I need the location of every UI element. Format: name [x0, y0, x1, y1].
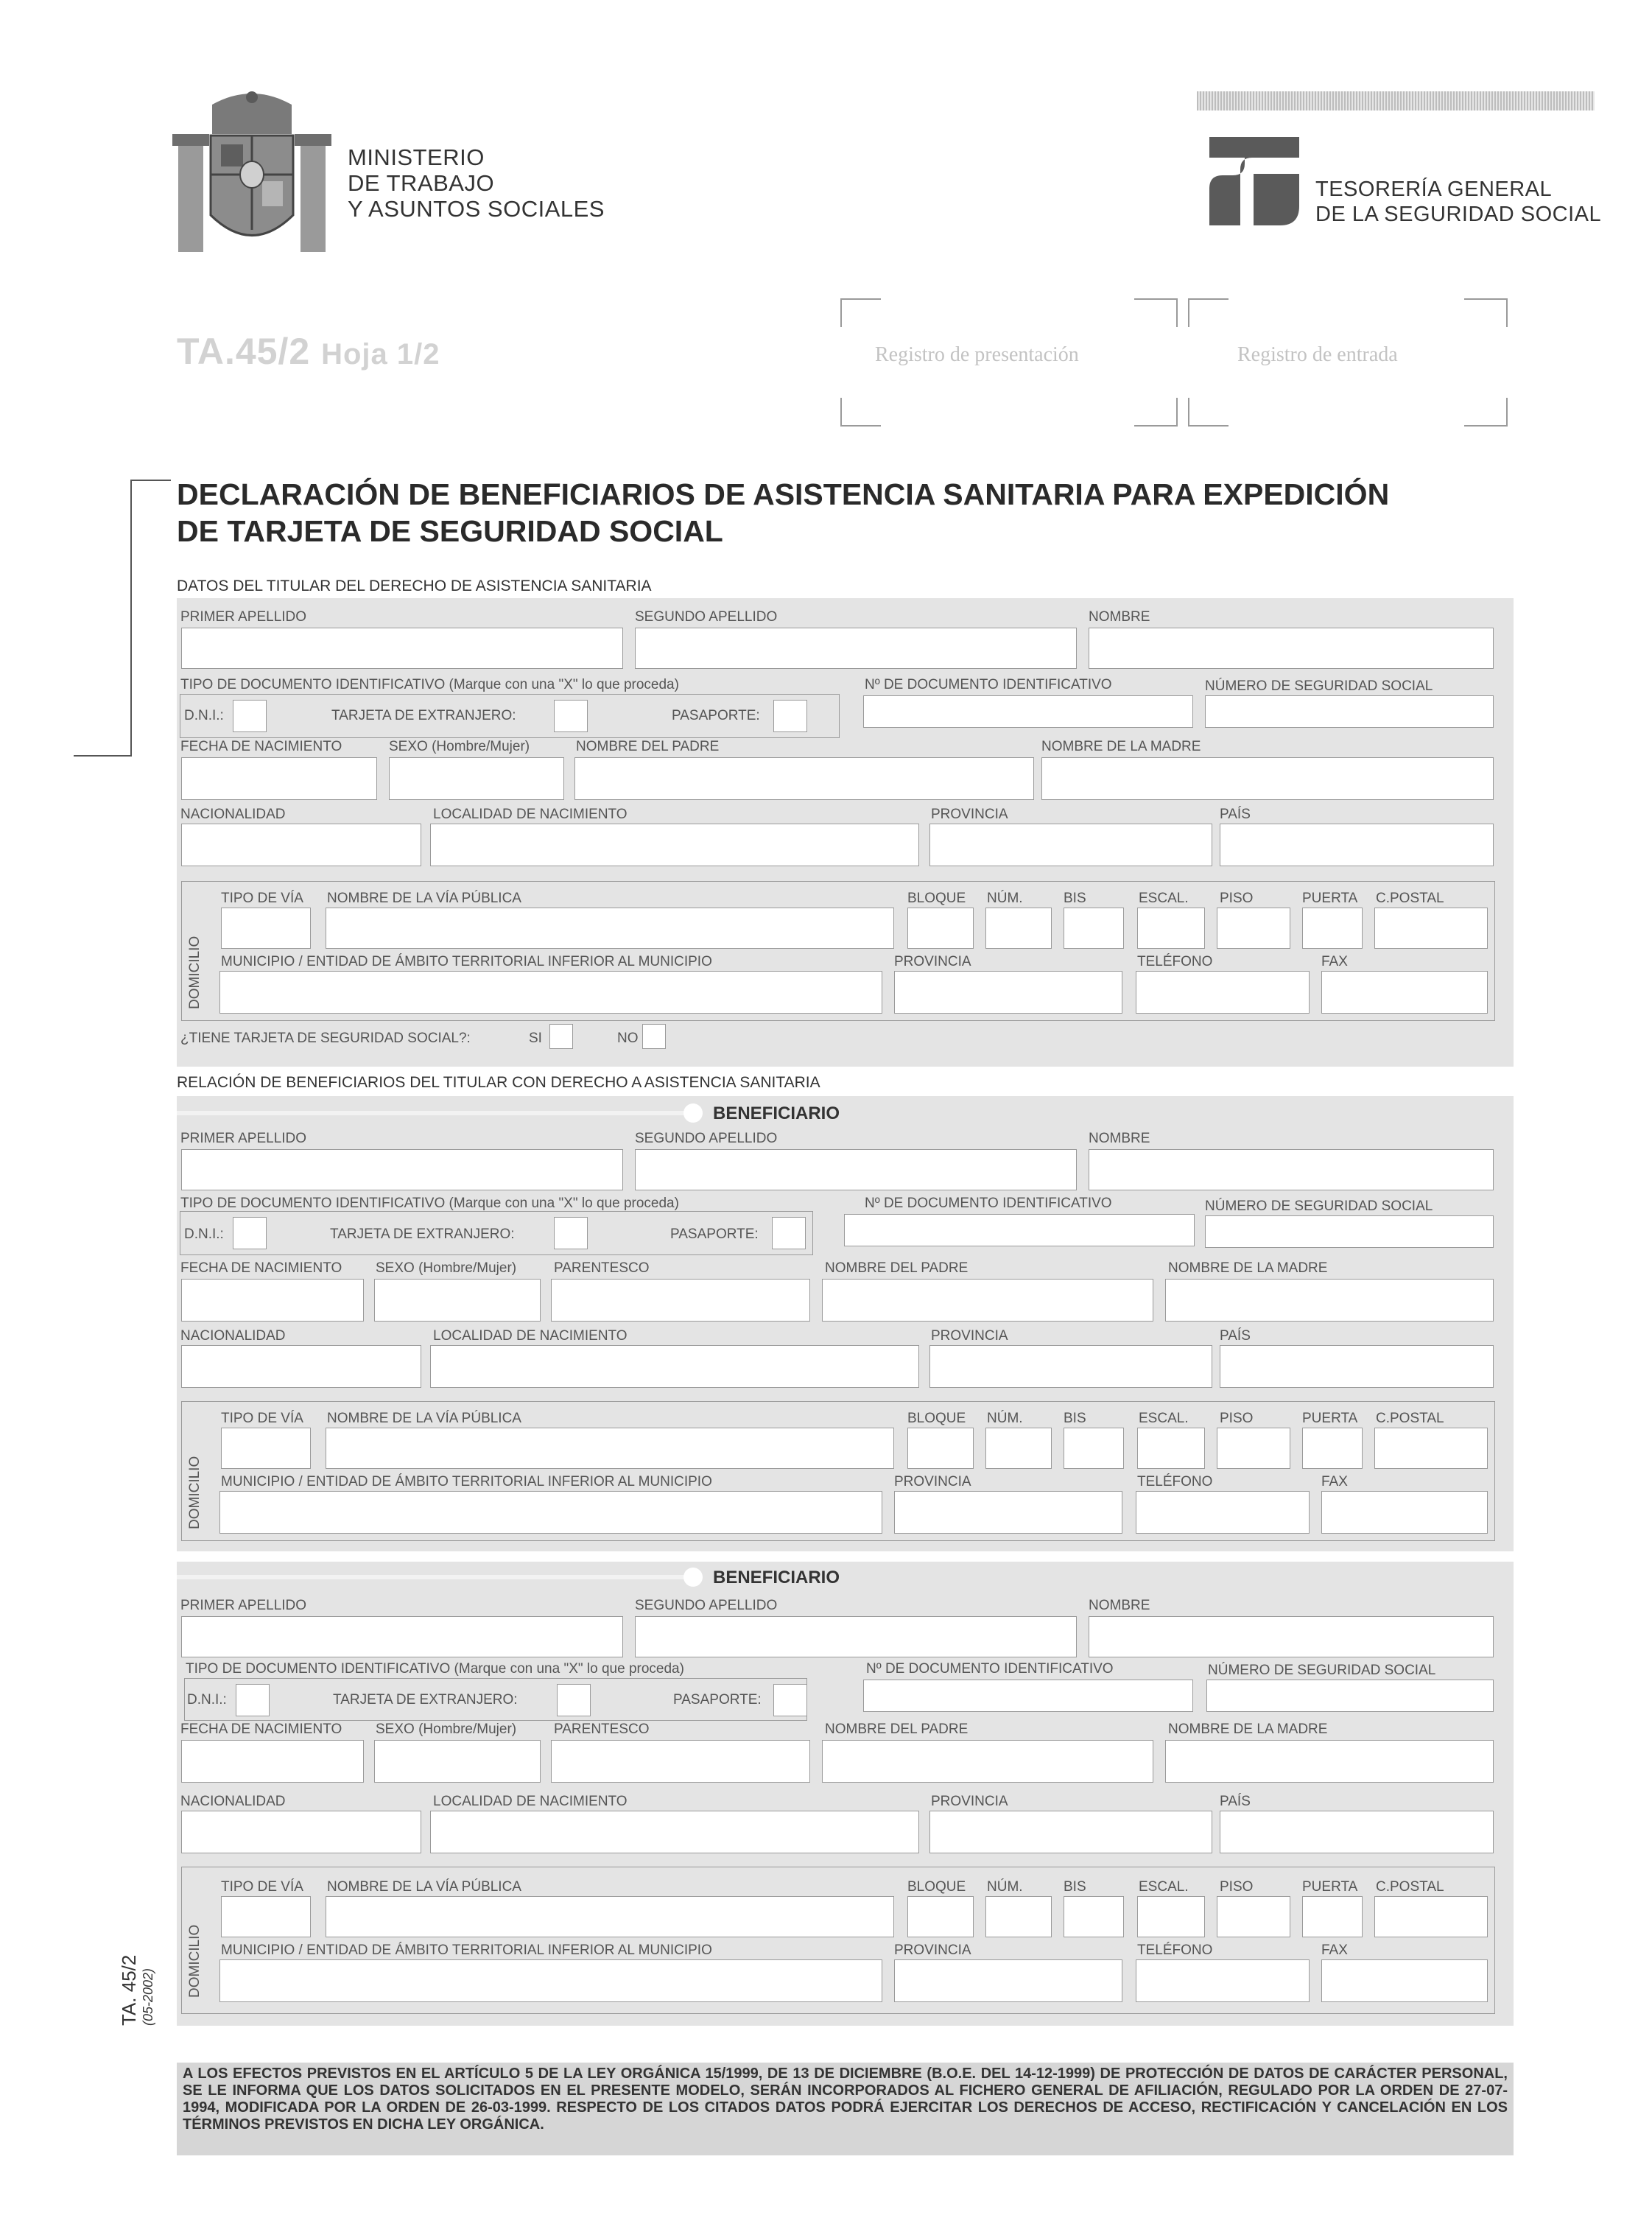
b2-label-nacionalidad: NACIONALIDAD: [180, 1794, 286, 1809]
label-num-seguridad-social: NÚMERO DE SEGURIDAD SOCIAL: [1205, 678, 1433, 694]
b2-label-nombre-padre: NOMBRE DEL PADRE: [825, 1722, 969, 1737]
label-nacionalidad: NACIONALIDAD: [180, 807, 286, 822]
b1-label-provincia: PROVINCIA: [931, 1328, 1008, 1344]
b1-label-bis: BIS: [1064, 1411, 1086, 1426]
form-title-line-2: DE TARJETA DE SEGURIDAD SOCIAL: [177, 514, 723, 548]
b1-provincia-input[interactable]: [929, 1345, 1212, 1388]
label-tarjeta-extranjero: TARJETA DE EXTRANJERO:: [331, 708, 516, 723]
titular-puerta-input[interactable]: [1302, 908, 1363, 949]
b2-pais-input[interactable]: [1220, 1811, 1494, 1853]
titular-municipio-input[interactable]: [219, 971, 882, 1014]
b1-primer-apellido-input[interactable]: [181, 1149, 623, 1190]
b2-nacionalidad-input[interactable]: [181, 1811, 421, 1853]
titular-localidad-nacimiento-input[interactable]: [430, 824, 919, 866]
label-localidad-nacimiento: LOCALIDAD DE NACIMIENTO: [433, 807, 628, 822]
b1-label-segundo-apellido: SEGUNDO APELLIDO: [635, 1131, 778, 1146]
titular-escal-input[interactable]: [1137, 908, 1205, 949]
b1-label-tipo-documento: TIPO DE DOCUMENTO IDENTIFICATIVO (Marque con una "X" lo que proceda): [180, 1196, 679, 1211]
label-si: SI: [529, 1031, 542, 1046]
ministry-line-2: DE TRABAJO: [348, 170, 495, 196]
b2-provincia-input[interactable]: [929, 1811, 1212, 1853]
label-piso: PISO: [1220, 891, 1254, 906]
titular-nombre-madre-input[interactable]: [1041, 757, 1494, 800]
titular-pais-input[interactable]: [1220, 824, 1494, 866]
titular-sexo-input[interactable]: [389, 757, 564, 800]
b2-nombre-input[interactable]: [1089, 1616, 1494, 1657]
b1-escal-input[interactable]: [1137, 1428, 1205, 1469]
b1-label-pasaporte: PASAPORTE:: [670, 1226, 759, 1242]
b2-pasaporte-checkbox[interactable]: [773, 1684, 807, 1716]
tiene-tarjeta-si-checkbox[interactable]: [549, 1024, 573, 1049]
titular-heading: DATOS DEL TITULAR DEL DERECHO DE ASISTENCIA SANITARIA: [177, 578, 652, 594]
titular-nombre-via-input[interactable]: [326, 908, 894, 949]
b2-nombre-padre-input[interactable]: [822, 1740, 1153, 1783]
b2-label-nombre-madre: NOMBRE DE LA MADRE: [1168, 1722, 1328, 1737]
b1-nombre-padre-input[interactable]: [822, 1279, 1153, 1322]
b2-label-parentesco: PARENTESCO: [554, 1722, 650, 1737]
beneficiario-1-line: [177, 1111, 692, 1115]
tgss-logo: [1208, 137, 1299, 225]
titular-segundo-apellido-input[interactable]: [635, 628, 1077, 669]
b2-bloque-input[interactable]: [907, 1896, 974, 1937]
b2-label-nombre-via: NOMBRE DE LA VÍA PÚBLICA: [327, 1879, 521, 1895]
form-title: [177, 476, 1389, 550]
legal-notice: A LOS EFECTOS PREVISTOS EN EL ARTÍCULO 5 DE LA LEY ORGÁNICA 15/1999, DE 13 DE DICIEMBRE (B.O.E. DEL 14-12-1999) DE PROTECCIÓN DE DATOS DE CARÁCTER PERSONAL, SE LE INFORMA QUE LOS DATOS SOLICITADOS EN EL PRESENTE MODELO, SERÁN INCORPORADOS AL FICHERO GENERAL DE AFILIACIÓN, REGULADO POR LA ORDEN DE 27-07-1994, MODIFICADA POR LA ORDEN DE 26-03-1999. RESPECTO DE LOS CITADOS DATOS PODRÁ EJERCITAR LOS DERECHOS DE ACCESO, RECTIFICACIÓN Y CANCELACIÓN EN LOS TÉRMINOS PREVISTOS EN DICHA LEY ORGÁNICA.: [177, 2063, 1514, 2155]
titular-piso-input[interactable]: [1217, 908, 1290, 949]
b2-escal-input[interactable]: [1137, 1896, 1205, 1937]
b2-label-bis: BIS: [1064, 1879, 1086, 1895]
titular-fecha-nacimiento-input[interactable]: [181, 757, 377, 800]
titular-domicilio-label: DOMICILIO: [187, 936, 203, 1009]
b1-label-nombre-via: NOMBRE DE LA VÍA PÚBLICA: [327, 1411, 521, 1426]
b2-label-piso: PISO: [1220, 1879, 1254, 1895]
form-code-number: TA.45/2: [177, 331, 311, 372]
titular-primer-apellido-input[interactable]: [181, 628, 623, 669]
b2-fax-input[interactable]: [1321, 1959, 1488, 2002]
label-num-documento: Nº DE DOCUMENTO IDENTIFICATIVO: [865, 677, 1112, 692]
b1-fax-input[interactable]: [1321, 1491, 1488, 1534]
beneficiarios-heading: RELACIÓN DE BENEFICIARIOS DEL TITULAR CON DERECHO A ASISTENCIA SANITARIA: [177, 1074, 820, 1091]
b1-label-num-seguridad-social: NÚMERO DE SEGURIDAD SOCIAL: [1205, 1199, 1433, 1214]
beneficiario-1-dot-icon: [683, 1103, 703, 1123]
b1-label-nacionalidad: NACIONALIDAD: [180, 1328, 286, 1344]
b1-nombre-madre-input[interactable]: [1165, 1279, 1494, 1322]
b2-piso-input[interactable]: [1217, 1896, 1290, 1937]
beneficiario-2-dot-icon: [683, 1568, 703, 1587]
b2-tarjeta-extranjero-checkbox[interactable]: [557, 1684, 591, 1716]
b2-label-puerta: PUERTA: [1302, 1879, 1358, 1895]
b1-label-fecha-nacimiento: FECHA DE NACIMIENTO: [180, 1260, 342, 1276]
b1-parentesco-input[interactable]: [551, 1279, 810, 1322]
registro-presentacion-label: Registro de presentación: [875, 343, 1079, 366]
label-fax: FAX: [1321, 954, 1348, 969]
b1-dni-checkbox[interactable]: [233, 1217, 267, 1249]
b2-label-bloque: BLOQUE: [907, 1879, 966, 1895]
b1-label-sexo: SEXO (Hombre/Mujer): [376, 1260, 517, 1276]
tgss-line-1: TESORERÍA GENERAL: [1315, 178, 1553, 201]
titular-pasaporte-checkbox[interactable]: [773, 700, 807, 732]
b1-label-primer-apellido: PRIMER APELLIDO: [180, 1131, 307, 1146]
label-no: NO: [617, 1031, 639, 1046]
b1-label-parentesco: PARENTESCO: [554, 1260, 650, 1276]
b1-label-fax: FAX: [1321, 1474, 1348, 1489]
b2-label-tipo-documento: TIPO DE DOCUMENTO IDENTIFICATIVO (Marque con una "X" lo que proceda): [186, 1661, 684, 1677]
b2-domicilio-label: DOMICILIO: [187, 1924, 203, 1998]
b2-label-nombre: NOMBRE: [1089, 1598, 1150, 1613]
b2-label-tarjeta-extranjero: TARJETA DE EXTRANJERO:: [333, 1692, 518, 1708]
b2-dni-checkbox[interactable]: [236, 1684, 270, 1716]
b1-num-input[interactable]: [985, 1428, 1052, 1469]
label-tiene-tarjeta: ¿TIENE TARJETA DE SEGURIDAD SOCIAL?:: [180, 1031, 471, 1046]
registro-entrada-label: Registro de entrada: [1237, 343, 1398, 366]
side-form-code-number: TA. 45/2: [118, 1954, 140, 2026]
side-form-code: [118, 1955, 156, 2026]
b2-dom-provincia-input[interactable]: [894, 1959, 1122, 2002]
label-nombre-via: NOMBRE DE LA VÍA PÚBLICA: [327, 891, 521, 906]
b2-fecha-nacimiento-input[interactable]: [181, 1740, 364, 1783]
b1-segundo-apellido-input[interactable]: [635, 1149, 1077, 1190]
b1-num-seguridad-social-input[interactable]: [1205, 1215, 1494, 1248]
b2-cpostal-input[interactable]: [1374, 1896, 1488, 1937]
b1-telefono-input[interactable]: [1136, 1491, 1310, 1534]
titular-fax-input[interactable]: [1321, 971, 1488, 1014]
b2-label-tipo-via: TIPO DE VÍA: [221, 1879, 303, 1895]
b1-num-documento-input[interactable]: [844, 1214, 1195, 1246]
b1-label-telefono: TELÉFONO: [1137, 1474, 1213, 1489]
b2-label-escal: ESCAL.: [1139, 1879, 1189, 1895]
b2-tipo-via-input[interactable]: [221, 1896, 311, 1937]
b1-pais-input[interactable]: [1220, 1345, 1494, 1388]
b2-num-seguridad-social-input[interactable]: [1206, 1680, 1494, 1712]
b1-label-cpostal: C.POSTAL: [1376, 1411, 1444, 1426]
b2-label-num-documento: Nº DE DOCUMENTO IDENTIFICATIVO: [866, 1661, 1114, 1677]
titular-dom-provincia-input[interactable]: [894, 971, 1122, 1014]
b2-label-num: NÚM.: [987, 1879, 1023, 1895]
b1-bis-input[interactable]: [1064, 1428, 1124, 1469]
b1-label-bloque: BLOQUE: [907, 1411, 966, 1426]
sheet-number: Hoja 1/2: [321, 338, 440, 371]
b1-nacionalidad-input[interactable]: [181, 1345, 421, 1388]
b1-label-tipo-via: TIPO DE VÍA: [221, 1411, 303, 1426]
label-tipo-documento: TIPO DE DOCUMENTO IDENTIFICATIVO (Marque con una "X" lo que proceda): [180, 677, 679, 692]
b1-tipo-via-input[interactable]: [221, 1428, 311, 1469]
b2-label-municipio: MUNICIPIO / ENTIDAD DE ÁMBITO TERRITORIAL INFERIOR AL MUNICIPIO: [221, 1943, 712, 1958]
titular-telefono-input[interactable]: [1136, 971, 1310, 1014]
b2-label-telefono: TELÉFONO: [1137, 1943, 1213, 1958]
b2-label-num-seguridad-social: NÚMERO DE SEGURIDAD SOCIAL: [1208, 1663, 1436, 1678]
b2-label-fecha-nacimiento: FECHA DE NACIMIENTO: [180, 1722, 342, 1737]
b2-parentesco-input[interactable]: [551, 1740, 810, 1783]
b1-piso-input[interactable]: [1217, 1428, 1290, 1469]
title-bracket: [74, 479, 177, 759]
b1-localidad-nacimiento-input[interactable]: [430, 1345, 919, 1388]
b1-nombre-input[interactable]: [1089, 1149, 1494, 1190]
b1-label-puerta: PUERTA: [1302, 1411, 1358, 1426]
b2-num-documento-input[interactable]: [863, 1680, 1193, 1712]
b1-label-num-documento: Nº DE DOCUMENTO IDENTIFICATIVO: [865, 1196, 1112, 1211]
label-nombre-madre: NOMBRE DE LA MADRE: [1041, 739, 1201, 754]
b1-nombre-via-input[interactable]: [326, 1428, 894, 1469]
b1-label-localidad-nacimiento: LOCALIDAD DE NACIMIENTO: [433, 1328, 628, 1344]
titular-dni-checkbox[interactable]: [233, 700, 267, 732]
b2-label-cpostal: C.POSTAL: [1376, 1879, 1444, 1895]
coat-of-arms-logo: [168, 90, 336, 259]
b1-cpostal-input[interactable]: [1374, 1428, 1488, 1469]
titular-num-seguridad-social-input[interactable]: [1205, 695, 1494, 728]
b2-sexo-input[interactable]: [374, 1740, 541, 1783]
form-title-line-1: DECLARACIÓN DE BENEFICIARIOS DE ASISTENCIA SANITARIA PARA EXPEDICIÓN: [177, 477, 1390, 511]
tgss-name: [1315, 177, 1601, 227]
b2-label-provincia: PROVINCIA: [931, 1794, 1008, 1809]
form-code: [177, 330, 440, 373]
titular-bis-input[interactable]: [1064, 908, 1124, 949]
label-provincia: PROVINCIA: [931, 807, 1008, 822]
b1-label-pais: PAÍS: [1220, 1328, 1251, 1344]
label-dom-provincia: PROVINCIA: [894, 954, 971, 969]
tiene-tarjeta-no-checkbox[interactable]: [642, 1024, 666, 1049]
label-segundo-apellido: SEGUNDO APELLIDO: [635, 609, 778, 625]
b1-pasaporte-checkbox[interactable]: [772, 1217, 806, 1249]
label-nombre-padre: NOMBRE DEL PADRE: [576, 739, 720, 754]
label-puerta: PUERTA: [1302, 891, 1358, 906]
label-pasaporte: PASAPORTE:: [672, 708, 760, 723]
b2-label-localidad-nacimiento: LOCALIDAD DE NACIMIENTO: [433, 1794, 628, 1809]
b2-municipio-input[interactable]: [219, 1959, 882, 2002]
b2-segundo-apellido-input[interactable]: [635, 1616, 1077, 1657]
b1-label-piso: PISO: [1220, 1411, 1254, 1426]
b1-puerta-input[interactable]: [1302, 1428, 1363, 1469]
b2-label-dni: D.N.I.:: [187, 1692, 227, 1708]
titular-provincia-input[interactable]: [929, 824, 1212, 866]
b1-label-nombre-padre: NOMBRE DEL PADRE: [825, 1260, 969, 1276]
label-escal: ESCAL.: [1139, 891, 1189, 906]
b1-label-nombre-madre: NOMBRE DE LA MADRE: [1168, 1260, 1328, 1276]
b2-puerta-input[interactable]: [1302, 1896, 1363, 1937]
label-cpostal: C.POSTAL: [1376, 891, 1444, 906]
label-bloque: BLOQUE: [907, 891, 966, 906]
b2-telefono-input[interactable]: [1136, 1959, 1310, 2002]
label-tipo-via: TIPO DE VÍA: [221, 891, 303, 906]
label-dni: D.N.I.:: [184, 708, 224, 723]
b1-municipio-input[interactable]: [219, 1491, 882, 1534]
titular-nombre-padre-input[interactable]: [574, 757, 1034, 800]
ministry-line-1: MINISTERIO: [348, 144, 485, 170]
side-form-date: (05-2002): [141, 1968, 155, 2026]
label-sexo: SEXO (Hombre/Mujer): [389, 739, 530, 754]
beneficiario-2-title: BENEFICIARIO: [713, 1568, 840, 1587]
tgss-line-2: DE LA SEGURIDAD SOCIAL: [1315, 203, 1602, 226]
titular-tipo-via-input[interactable]: [221, 908, 311, 949]
label-primer-apellido: PRIMER APELLIDO: [180, 609, 307, 625]
label-telefono: TELÉFONO: [1137, 954, 1213, 969]
beneficiario-1-title: BENEFICIARIO: [713, 1103, 840, 1123]
b1-dom-provincia-input[interactable]: [894, 1491, 1122, 1534]
b2-label-primer-apellido: PRIMER APELLIDO: [180, 1598, 307, 1613]
b2-label-pasaporte: PASAPORTE:: [673, 1692, 762, 1708]
b2-primer-apellido-input[interactable]: [181, 1616, 623, 1657]
label-nombre: NOMBRE: [1089, 609, 1150, 625]
b2-label-sexo: SEXO (Hombre/Mujer): [376, 1722, 517, 1737]
titular-cpostal-input[interactable]: [1374, 908, 1488, 949]
b2-label-dom-provincia: PROVINCIA: [894, 1943, 971, 1958]
b1-label-escal: ESCAL.: [1139, 1411, 1189, 1426]
b1-fecha-nacimiento-input[interactable]: [181, 1279, 364, 1322]
b2-bis-input[interactable]: [1064, 1896, 1124, 1937]
titular-nacionalidad-input[interactable]: [181, 824, 421, 866]
b2-label-fax: FAX: [1321, 1943, 1348, 1958]
titular-num-documento-input[interactable]: [863, 695, 1193, 728]
label-pais: PAÍS: [1220, 807, 1251, 822]
b1-label-dni: D.N.I.:: [184, 1226, 224, 1242]
b1-bloque-input[interactable]: [907, 1428, 974, 1469]
b2-label-pais: PAÍS: [1220, 1794, 1251, 1809]
titular-nombre-input[interactable]: [1089, 628, 1494, 669]
b1-label-tarjeta-extranjero: TARJETA DE EXTRANJERO:: [330, 1226, 515, 1242]
label-bis: BIS: [1064, 891, 1086, 906]
b1-label-municipio: MUNICIPIO / ENTIDAD DE ÁMBITO TERRITORIAL INFERIOR AL MUNICIPIO: [221, 1474, 712, 1489]
decorative-stripe: [1197, 91, 1595, 110]
b2-num-input[interactable]: [985, 1896, 1052, 1937]
b1-sexo-input[interactable]: [374, 1279, 541, 1322]
b2-localidad-nacimiento-input[interactable]: [430, 1811, 919, 1853]
ministry-name: [348, 144, 605, 222]
b1-label-num: NÚM.: [987, 1411, 1023, 1426]
label-fecha-nacimiento: FECHA DE NACIMIENTO: [180, 739, 342, 754]
b2-nombre-via-input[interactable]: [326, 1896, 894, 1937]
b1-tarjeta-extranjero-checkbox[interactable]: [554, 1217, 588, 1249]
ministry-line-3: Y ASUNTOS SOCIALES: [348, 196, 605, 222]
titular-bloque-input[interactable]: [907, 908, 974, 949]
label-municipio: MUNICIPIO / ENTIDAD DE ÁMBITO TERRITORIAL INFERIOR AL MUNICIPIO: [221, 954, 712, 969]
label-num: NÚM.: [987, 891, 1023, 906]
beneficiario-2-line: [177, 1575, 692, 1579]
b1-domicilio-label: DOMICILIO: [187, 1456, 203, 1529]
b1-label-nombre: NOMBRE: [1089, 1131, 1150, 1146]
b1-label-dom-provincia: PROVINCIA: [894, 1474, 971, 1489]
titular-num-input[interactable]: [985, 908, 1052, 949]
b2-label-segundo-apellido: SEGUNDO APELLIDO: [635, 1598, 778, 1613]
titular-tarjeta-extranjero-checkbox[interactable]: [554, 700, 588, 732]
b2-nombre-madre-input[interactable]: [1165, 1740, 1494, 1783]
